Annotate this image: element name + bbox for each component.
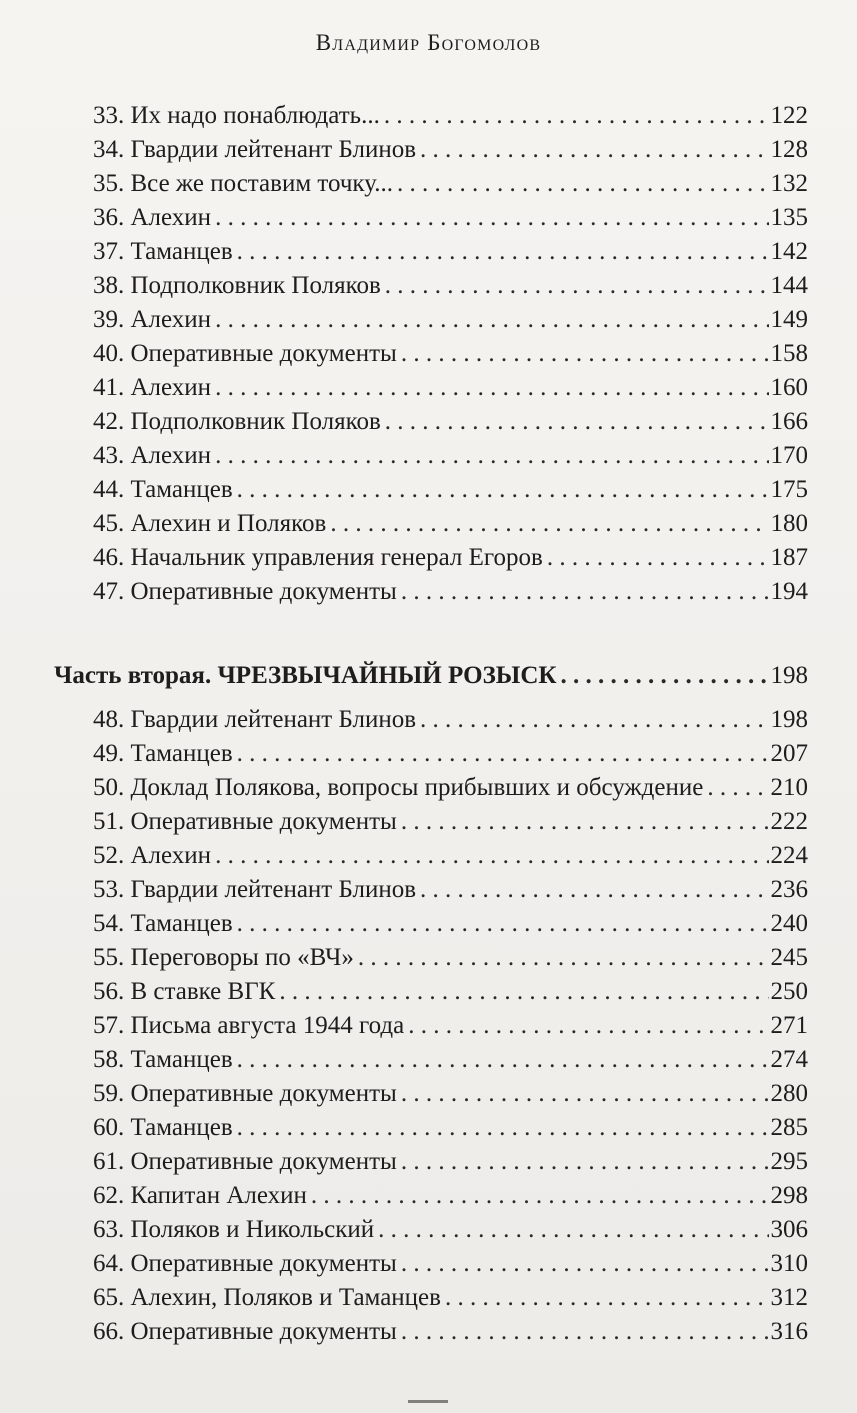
toc-entry-title: 53. Гвардии лейтенант Блинов	[93, 876, 417, 903]
dot-leader	[311, 1179, 769, 1213]
toc-entry	[93, 269, 808, 303]
dot-leader	[547, 541, 769, 575]
toc-entry-title: 37. Таманцев	[93, 238, 233, 265]
toc-entry-title: 34. Гвардии лейтенант Блинов	[93, 136, 417, 163]
toc-entry-page: 170	[770, 442, 808, 469]
toc-entry	[93, 975, 808, 1009]
dot-leader	[279, 975, 768, 1009]
dot-leader	[420, 873, 768, 907]
toc-entry	[93, 1213, 808, 1247]
toc-entry	[93, 371, 808, 405]
toc-entry-page: 122	[770, 102, 808, 129]
toc-entry	[93, 703, 808, 737]
toc-entry-title: 51. Оперативные документы	[93, 808, 397, 835]
toc-entry-title: 48. Гвардии лейтенант Блинов	[93, 706, 417, 733]
toc-entry	[93, 771, 808, 805]
toc-entry-page: 271	[770, 1012, 808, 1039]
toc-entry	[93, 805, 808, 839]
toc-entry-page: 144	[770, 272, 808, 299]
toc-entry-title: 38. Подполковник Поляков	[93, 272, 381, 299]
toc-entry	[93, 1179, 808, 1213]
dot-leader	[215, 201, 768, 235]
toc-part-page: 198	[770, 662, 808, 689]
toc-entry-title: 64. Оперативные документы	[93, 1250, 397, 1277]
toc-entry-title: 35. Все же поставим точку...	[93, 170, 393, 197]
toc-entry-page: 135	[770, 204, 808, 231]
toc-entry-title: 60. Таманцев	[93, 1114, 233, 1141]
dot-leader	[401, 1145, 769, 1179]
toc-entry	[93, 873, 808, 907]
part-prefix: Часть вторая.	[54, 662, 218, 689]
dot-leader	[215, 439, 768, 473]
toc-entry-page: 316	[770, 1318, 808, 1345]
toc-entry	[93, 907, 808, 941]
toc-entry-page: 194	[770, 578, 808, 605]
dot-leader	[237, 1043, 769, 1077]
dot-leader	[420, 703, 768, 737]
dot-leader	[358, 941, 769, 975]
toc-entry-page: 245	[770, 944, 808, 971]
dot-leader	[420, 133, 768, 167]
toc-entry-page: 166	[770, 408, 808, 435]
dot-leader	[401, 1077, 769, 1111]
toc-entry-title: 46. Начальник управления генерал Егоров	[93, 544, 543, 571]
toc-entry-title: 63. Поляков и Никольский	[93, 1216, 375, 1243]
toc-entry	[93, 1009, 808, 1043]
toc-entry-page: 298	[770, 1182, 808, 1209]
dot-leader	[215, 371, 768, 405]
toc-entry	[93, 1077, 808, 1111]
dot-leader	[397, 167, 769, 201]
toc-entry-page: 280	[770, 1080, 808, 1107]
toc-entry-title: 47. Оперативные документы	[93, 578, 397, 605]
toc-entry-page: 250	[770, 978, 808, 1005]
toc-entry	[93, 201, 808, 235]
toc-entry-page: 306	[770, 1216, 808, 1243]
toc-entry-page: 274	[770, 1046, 808, 1073]
toc-entry	[93, 737, 808, 771]
toc-entry-title: 59. Оперативные документы	[93, 1080, 397, 1107]
toc-entry	[93, 507, 808, 541]
toc-entry-title: 39. Алехин	[93, 306, 212, 333]
toc-entry-page: 142	[770, 238, 808, 265]
dot-leader	[385, 269, 769, 303]
toc-entry-title: 43. Алехин	[93, 442, 212, 469]
toc-entry	[93, 439, 808, 473]
toc-entry-page: 198	[770, 706, 808, 733]
toc-entry-page: 180	[770, 510, 808, 537]
toc-entry-title: 65. Алехин, Поляков и Таманцев	[93, 1284, 441, 1311]
dot-leader	[330, 507, 768, 541]
running-header-author: Владимир Богомолов	[315, 30, 542, 55]
toc-entry-page: 236	[770, 876, 808, 903]
toc-entry-page: 224	[770, 842, 808, 869]
toc-entry	[93, 1111, 808, 1145]
toc-entry-title: 49. Таманцев	[93, 740, 233, 767]
toc-entry	[93, 941, 808, 975]
dot-leader	[237, 473, 769, 507]
toc-entry	[93, 1315, 808, 1349]
dot-leader	[237, 235, 769, 269]
part-title: ЧРЕЗВЫЧАЙНЫЙ РОЗЫСК	[217, 662, 557, 689]
toc-entry-page: 187	[770, 544, 808, 571]
toc-entry	[93, 1281, 808, 1315]
toc-entry	[93, 167, 808, 201]
toc-entry-title: 58. Таманцев	[93, 1046, 233, 1073]
toc-entry	[93, 235, 808, 269]
page-bottom-mark	[408, 1400, 448, 1413]
toc-entry-title: 42. Подполковник Поляков	[93, 408, 381, 435]
toc-entry-page: 210	[770, 774, 808, 801]
toc-entry-title: 40. Оперативные документы	[93, 340, 397, 367]
dot-leader	[237, 907, 769, 941]
dot-leader	[237, 1111, 769, 1145]
toc-entry-page: 312	[770, 1284, 808, 1311]
dot-leader	[707, 771, 768, 805]
dot-leader	[561, 659, 769, 693]
toc-entry-title: 36. Алехин	[93, 204, 212, 231]
toc-entry-page: 222	[770, 808, 808, 835]
toc-entry-title: 62. Капитан Алехин	[93, 1182, 307, 1209]
toc-entry-page: 128	[770, 136, 808, 163]
toc-entry-title: 50. Доклад Полякова, вопросы прибывших и обсуждение	[93, 774, 704, 801]
toc-entry	[93, 1043, 808, 1077]
toc-entry-title: 57. Письма августа 1944 года	[93, 1012, 405, 1039]
toc-entry	[93, 541, 808, 575]
toc-entry-title: 41. Алехин	[93, 374, 212, 401]
toc-entry-page: 160	[770, 374, 808, 401]
toc-entry-page: 207	[770, 740, 808, 767]
toc-entry	[93, 337, 808, 371]
dot-leader	[401, 1315, 769, 1349]
toc-entry-title: 61. Оперативные документы	[93, 1148, 397, 1175]
toc-entry	[93, 575, 808, 609]
toc-entry	[93, 133, 808, 167]
dot-leader	[378, 1213, 768, 1247]
toc-entry	[93, 303, 808, 337]
toc-entry-title: 33. Их надо понаблюдать...	[93, 102, 380, 129]
dot-leader	[237, 737, 769, 771]
toc-entry-title: 52. Алехин	[93, 842, 212, 869]
dot-leader	[401, 337, 769, 371]
toc-entry	[93, 405, 808, 439]
toc-entry-page: 240	[770, 910, 808, 937]
toc-part-heading	[54, 659, 808, 693]
dot-leader	[384, 99, 769, 133]
dot-leader	[445, 1281, 769, 1315]
toc-entry-title: 45. Алехин и Поляков	[93, 510, 327, 537]
dot-leader	[215, 303, 768, 337]
dot-leader	[385, 405, 769, 439]
toc-entry-page: 310	[770, 1250, 808, 1277]
dot-leader	[401, 1247, 769, 1281]
toc-entry-page: 175	[770, 476, 808, 503]
toc-entry	[93, 839, 808, 873]
toc-entry-page: 132	[770, 170, 808, 197]
toc-entry-page: 158	[770, 340, 808, 367]
toc-entry-title: 56. В ставке ВГК	[93, 978, 276, 1005]
dot-leader	[401, 805, 769, 839]
toc-entry-page: 149	[770, 306, 808, 333]
dot-leader	[408, 1009, 768, 1043]
dot-leader	[215, 839, 768, 873]
toc-entry	[93, 1145, 808, 1179]
toc-entry-title: 44. Таманцев	[93, 476, 233, 503]
toc-entry-title: 54. Таманцев	[93, 910, 233, 937]
toc-entry-title: 55. Переговоры по «ВЧ»	[93, 944, 354, 971]
toc-entry-title: 66. Оперативные документы	[93, 1318, 397, 1345]
toc-entry	[93, 473, 808, 507]
dot-leader	[401, 575, 769, 609]
toc-entry-page: 295	[770, 1148, 808, 1175]
toc-entry-page: 285	[770, 1114, 808, 1141]
toc-entry	[93, 99, 808, 133]
toc-entry	[93, 1247, 808, 1281]
